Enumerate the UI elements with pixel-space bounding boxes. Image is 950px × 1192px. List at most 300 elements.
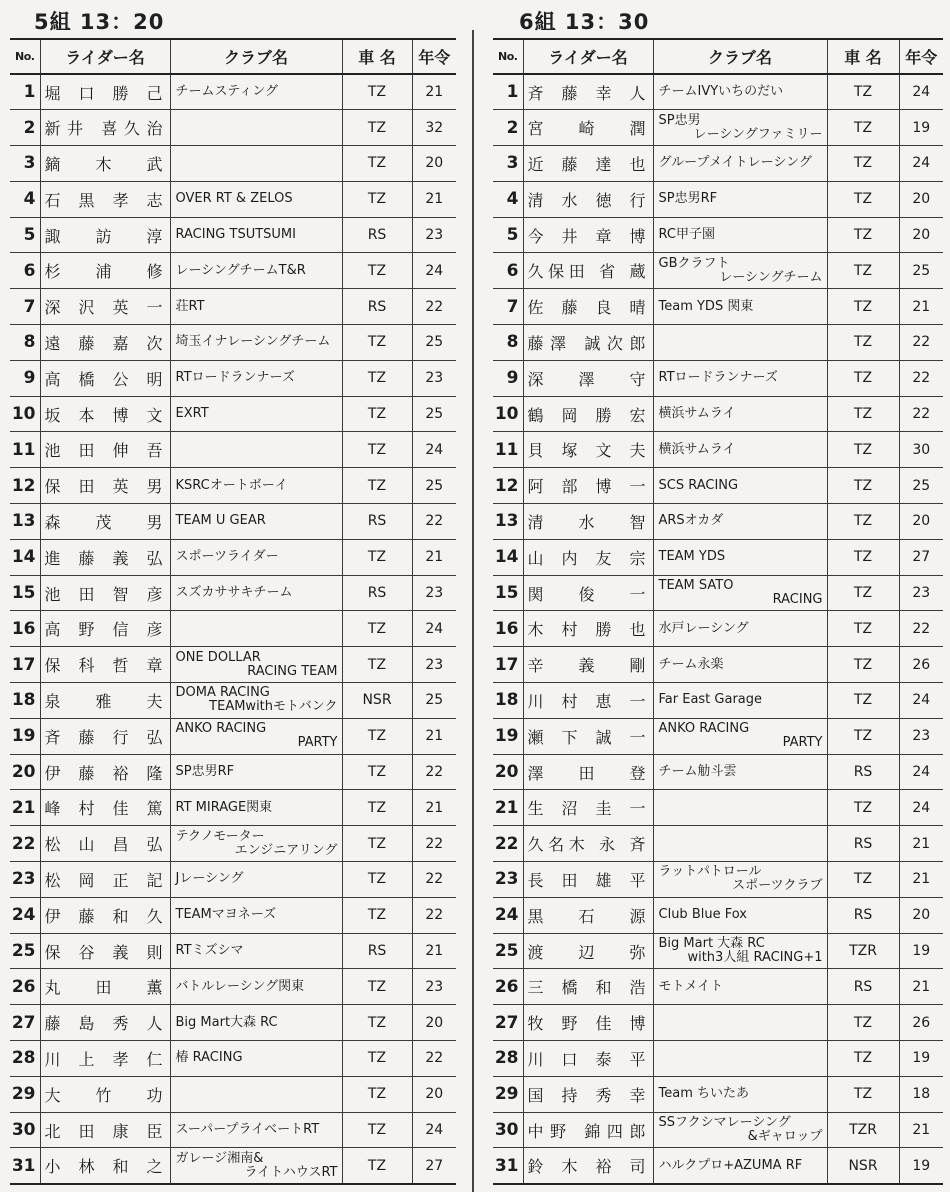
car-model: TZ (827, 790, 899, 826)
rider-name (40, 217, 170, 253)
car-model: TZ (342, 1148, 412, 1184)
header-age: 年令 (899, 39, 943, 74)
rider-age: 21 (412, 933, 456, 969)
row-number: 1 (10, 74, 40, 110)
club-name (170, 396, 342, 432)
club-name (653, 862, 827, 898)
car-model: TZ (827, 647, 899, 683)
rider-age: 21 (899, 969, 943, 1005)
rider-age: 22 (412, 754, 456, 790)
club-name-line1: TEAM SATO (658, 578, 734, 594)
table-row (493, 146, 943, 182)
rider-name (40, 575, 170, 611)
club-name-line2: RACING TEAM (247, 663, 338, 679)
rider-age: 25 (412, 683, 456, 719)
car-model: TZ (827, 74, 899, 110)
rider-name-text: 高野信彦 (44, 620, 163, 640)
rider-name-text: 池田伸吾 (44, 441, 163, 461)
club-name (653, 933, 827, 969)
club-name-line2: ライトハウスRT (244, 1164, 338, 1180)
rider-name-text: 黒石源 (527, 906, 646, 926)
club-name (170, 217, 342, 253)
club-name-line1: TEAMマヨネーズ (175, 907, 277, 923)
car-model: RS (342, 289, 412, 325)
car-model: RS (827, 897, 899, 933)
club-name (653, 539, 827, 575)
rider-age: 23 (412, 360, 456, 396)
rider-name-text: 三橋和浩 (527, 978, 646, 998)
car-model: TZ (342, 1076, 412, 1112)
rider-name-text: 保谷義則 (44, 942, 163, 962)
table-row (10, 683, 456, 719)
club-name (170, 754, 342, 790)
rider-name (523, 754, 653, 790)
rider-age: 32 (412, 110, 456, 146)
car-model: TZ (342, 718, 412, 754)
table-row (493, 110, 943, 146)
row-number: 4 (10, 181, 40, 217)
car-model: TZ (827, 432, 899, 468)
club-name-line1: Big Mart大森 RC (175, 1014, 278, 1030)
car-model: TZ (342, 754, 412, 790)
row-number: 23 (10, 862, 40, 898)
rider-name (40, 468, 170, 504)
rider-age: 26 (899, 647, 943, 683)
rider-name-text: 石黒孝志 (44, 190, 163, 210)
car-model: TZ (342, 969, 412, 1005)
club-name (170, 969, 342, 1005)
rider-name (523, 933, 653, 969)
rider-name-text: 伊藤和久 (44, 906, 163, 926)
car-model: TZ (342, 110, 412, 146)
table-row (10, 396, 456, 432)
rider-name (40, 611, 170, 647)
rider-age: 24 (899, 754, 943, 790)
rider-age: 22 (412, 289, 456, 325)
club-name (653, 1005, 827, 1041)
table-row (493, 181, 943, 217)
car-model: RS (342, 217, 412, 253)
row-number: 27 (493, 1005, 523, 1041)
rider-name-text: 藤島秀人 (44, 1014, 163, 1034)
club-name (170, 683, 342, 719)
rider-name (523, 468, 653, 504)
car-model: NSR (827, 1148, 899, 1184)
car-model: TZ (827, 1076, 899, 1112)
car-model: TZ (342, 647, 412, 683)
row-number: 7 (10, 289, 40, 325)
club-name-line1: チームスティング (175, 84, 278, 100)
row-number: 7 (493, 289, 523, 325)
group-6-title: 6組 13：30 (519, 10, 650, 34)
club-name (170, 897, 342, 933)
rider-age: 23 (412, 575, 456, 611)
table-row (10, 289, 456, 325)
rider-age: 20 (899, 217, 943, 253)
rider-name (523, 790, 653, 826)
table-row (493, 826, 943, 862)
rider-name-text: 瀬下誠一 (527, 727, 646, 747)
car-model: TZ (827, 504, 899, 540)
club-name (170, 575, 342, 611)
rider-age: 27 (412, 1148, 456, 1184)
row-number: 10 (493, 396, 523, 432)
table-row (10, 575, 456, 611)
row-number: 4 (493, 181, 523, 217)
club-name-line1: ANKO RACING (175, 721, 267, 737)
row-number: 24 (493, 897, 523, 933)
rider-name-text: 木村勝也 (527, 620, 646, 640)
car-model: TZ (827, 396, 899, 432)
rider-name (523, 110, 653, 146)
rider-age: 21 (412, 74, 456, 110)
table-row (10, 146, 456, 182)
club-name-line1: ANKO RACING (658, 721, 750, 737)
rider-age: 24 (899, 146, 943, 182)
rider-name (40, 110, 170, 146)
rider-name-text: 鏑木武 (44, 154, 163, 174)
club-name-line1: スズカササキチーム (175, 585, 293, 601)
rider-age: 20 (412, 146, 456, 182)
table-row (10, 181, 456, 217)
rider-name (523, 611, 653, 647)
table-row (10, 826, 456, 862)
club-name (653, 683, 827, 719)
table-row (10, 1112, 456, 1148)
table-row (493, 575, 943, 611)
rider-name-text: 堀口勝己 (44, 83, 163, 103)
rider-age: 22 (412, 504, 456, 540)
club-name (653, 1076, 827, 1112)
rider-name (40, 181, 170, 217)
club-name-line1: チームIVYいちのだい (658, 84, 784, 100)
rider-name-text: 牧野佳博 (527, 1014, 646, 1034)
table-row (10, 790, 456, 826)
car-model: TZ (827, 289, 899, 325)
row-number: 8 (10, 325, 40, 361)
rider-name (40, 1041, 170, 1077)
car-model: NSR (342, 683, 412, 719)
car-model: TZ (827, 1005, 899, 1041)
club-name-line1: スポーツライダー (175, 549, 279, 565)
rider-name-text: 久名木 永 斉 (527, 835, 646, 855)
row-number: 31 (10, 1148, 40, 1184)
car-model: RS (827, 754, 899, 790)
club-name (170, 325, 342, 361)
car-model: TZ (342, 862, 412, 898)
table-row (493, 862, 943, 898)
row-number: 5 (493, 217, 523, 253)
club-name-line1: TEAM U GEAR (175, 513, 266, 529)
club-name (653, 325, 827, 361)
club-name (653, 468, 827, 504)
rider-name (523, 432, 653, 468)
rider-name (523, 539, 653, 575)
rider-name-text: 藤澤 誠次郎 (527, 333, 646, 353)
rider-name (523, 862, 653, 898)
rider-name (523, 647, 653, 683)
club-name-line2: エンジニアリング (234, 842, 338, 858)
rider-name (523, 718, 653, 754)
rider-name (523, 683, 653, 719)
club-name-line1: 横浜サムライ (658, 406, 736, 422)
club-name-line1: SP忠男 (658, 112, 701, 128)
club-name-line1: モトメイト (658, 978, 724, 994)
rider-age: 22 (899, 325, 943, 361)
table-row (493, 1076, 943, 1112)
rider-name (523, 504, 653, 540)
rider-name-text: 国持秀幸 (527, 1085, 646, 1105)
row-number: 19 (493, 718, 523, 754)
club-name (653, 396, 827, 432)
club-name (653, 754, 827, 790)
rider-age: 19 (899, 110, 943, 146)
club-name-line1: 椿 RACING (175, 1050, 243, 1066)
car-model: TZ (827, 468, 899, 504)
rider-name-text: 近藤達也 (527, 154, 646, 174)
club-name (170, 933, 342, 969)
rider-age: 21 (899, 826, 943, 862)
rider-name-text: 森茂男 (44, 512, 163, 532)
rider-name (40, 432, 170, 468)
club-name (170, 1112, 342, 1148)
club-name-line1: RTミズシマ (175, 943, 244, 959)
rider-age: 25 (412, 468, 456, 504)
car-model: TZ (827, 611, 899, 647)
car-model: TZ (827, 539, 899, 575)
rider-name (40, 683, 170, 719)
club-name-line1: Team YDS 関東 (658, 298, 754, 314)
rider-name (40, 360, 170, 396)
car-model: TZ (342, 360, 412, 396)
rider-name-text: 生沼圭一 (527, 799, 646, 819)
rider-age: 22 (899, 360, 943, 396)
rider-name (523, 1041, 653, 1077)
rider-name-text: 伊藤裕隆 (44, 763, 163, 783)
rider-name-text: 松岡正記 (44, 870, 163, 890)
table-row (10, 110, 456, 146)
header-age: 年令 (412, 39, 456, 74)
club-name (653, 504, 827, 540)
table-row (10, 325, 456, 361)
row-number: 6 (10, 253, 40, 289)
car-model: TZ (342, 74, 412, 110)
club-name (653, 718, 827, 754)
car-model: TZ (827, 1041, 899, 1077)
row-number: 14 (493, 539, 523, 575)
club-name (653, 146, 827, 182)
table-row (10, 217, 456, 253)
club-name (653, 969, 827, 1005)
row-number: 11 (493, 432, 523, 468)
club-name-line1: テクノモーター (175, 828, 265, 844)
row-number: 18 (10, 683, 40, 719)
rider-name-text: 深沢英一 (44, 298, 163, 318)
table-row (493, 1112, 943, 1148)
rider-name-text: 杉浦修 (44, 262, 163, 282)
club-name-line1: RTロードランナーズ (658, 370, 778, 386)
table-row (493, 74, 943, 110)
car-model: TZ (827, 683, 899, 719)
car-model: TZ (827, 253, 899, 289)
rider-name-text: 佐藤良晴 (527, 298, 646, 318)
row-number: 27 (10, 1005, 40, 1041)
rider-name-text: 丸田薫 (44, 978, 163, 998)
club-name (653, 1041, 827, 1077)
car-model: TZ (342, 1112, 412, 1148)
row-number: 13 (10, 504, 40, 540)
rider-age: 24 (412, 611, 456, 647)
row-number: 20 (10, 754, 40, 790)
rider-age: 22 (899, 611, 943, 647)
car-model: TZ (827, 217, 899, 253)
rider-name-text: 小林和之 (44, 1157, 163, 1177)
rider-name (40, 826, 170, 862)
rider-name-text: 渡辺弥 (527, 942, 646, 962)
header-club: クラブ名 (170, 39, 342, 74)
club-name (170, 253, 342, 289)
rider-name-text: 鈴木裕司 (527, 1157, 646, 1177)
car-model: TZ (827, 718, 899, 754)
rider-age: 21 (899, 1112, 943, 1148)
club-name (170, 468, 342, 504)
table-row (493, 360, 943, 396)
table-row (493, 1041, 943, 1077)
club-name-line1: Far East Garage (658, 692, 763, 708)
row-number: 5 (10, 217, 40, 253)
club-name (653, 289, 827, 325)
club-name-line1: レーシングチームT&R (175, 262, 306, 278)
club-name (170, 504, 342, 540)
row-number: 3 (10, 146, 40, 182)
club-name (170, 74, 342, 110)
rider-name-text: 大竹功 (44, 1085, 163, 1105)
rider-name (40, 754, 170, 790)
rider-name (40, 647, 170, 683)
row-number: 11 (10, 432, 40, 468)
club-name-line1: KSRCオートボーイ (175, 477, 288, 493)
row-number: 1 (493, 74, 523, 110)
rider-name (40, 504, 170, 540)
column-divider (472, 30, 474, 1192)
car-model: TZ (342, 897, 412, 933)
rider-name (40, 969, 170, 1005)
header-rider: ライダー名 (40, 39, 170, 74)
car-model: TZ (827, 146, 899, 182)
rider-name (523, 969, 653, 1005)
club-name-line1: EXRT (175, 406, 209, 422)
row-number: 29 (493, 1076, 523, 1112)
club-name-line1: OVER RT & ZELOS (175, 191, 293, 207)
rider-age: 21 (899, 862, 943, 898)
table-row (493, 432, 943, 468)
club-name (170, 647, 342, 683)
rider-name (40, 1148, 170, 1184)
rider-name (40, 289, 170, 325)
row-number: 10 (10, 396, 40, 432)
club-name-line1: SCS RACING (658, 477, 739, 493)
rider-age: 24 (899, 74, 943, 110)
club-name (170, 539, 342, 575)
table-row (10, 74, 456, 110)
table-row (10, 360, 456, 396)
club-name (170, 611, 342, 647)
row-number: 26 (493, 969, 523, 1005)
club-name-line2: PARTY (297, 735, 338, 751)
rider-name-text: 峰村佳篤 (44, 799, 163, 819)
club-name-line1: チーム永楽 (658, 656, 724, 672)
car-model: TZ (342, 1041, 412, 1077)
rider-name (523, 146, 653, 182)
club-name-line1: RC甲子園 (658, 227, 715, 243)
table-row (10, 253, 456, 289)
rider-age: 24 (412, 253, 456, 289)
rider-name-text: 進藤義弘 (44, 548, 163, 568)
rider-name (523, 1076, 653, 1112)
car-model: TZ (342, 790, 412, 826)
header-no: No. (493, 39, 523, 74)
club-name-line1: 荘RT (175, 298, 205, 314)
rider-name (523, 74, 653, 110)
rider-age: 18 (899, 1076, 943, 1112)
rider-name (523, 181, 653, 217)
rider-name-text: 斉藤幸人 (527, 83, 646, 103)
club-name (170, 826, 342, 862)
rider-age: 21 (412, 790, 456, 826)
rider-age: 25 (899, 468, 943, 504)
club-name (653, 611, 827, 647)
table-row (10, 432, 456, 468)
rider-name (523, 1112, 653, 1148)
club-name (170, 718, 342, 754)
rider-name (40, 1076, 170, 1112)
rider-name-text: 今井章博 (527, 226, 646, 246)
header-car: 車 名 (342, 39, 412, 74)
car-model: TZ (342, 146, 412, 182)
club-name-line1: Big Mart 大森 RC (658, 936, 765, 952)
table-row (493, 647, 943, 683)
row-number: 31 (493, 1148, 523, 1184)
rider-age: 23 (899, 575, 943, 611)
rider-name-text: 山内友宗 (527, 548, 646, 568)
table-row (493, 1005, 943, 1041)
row-number: 13 (493, 504, 523, 540)
rider-name (40, 74, 170, 110)
club-name-line1: ラットパトロール (658, 864, 762, 880)
rider-age: 23 (899, 718, 943, 754)
rider-name-text: 松山昌弘 (44, 835, 163, 855)
table-row (10, 539, 456, 575)
table-row (10, 504, 456, 540)
rider-name-text: 斉藤行弘 (44, 727, 163, 747)
rider-name (40, 933, 170, 969)
rider-age: 21 (412, 539, 456, 575)
rider-name (523, 575, 653, 611)
club-name-line1: Club Blue Fox (658, 907, 747, 923)
row-number: 28 (10, 1041, 40, 1077)
club-name-line1: ONE DOLLAR (175, 649, 261, 665)
car-model: TZ (342, 611, 412, 647)
rider-age: 20 (412, 1005, 456, 1041)
car-model: TZ (827, 110, 899, 146)
table-row (493, 217, 943, 253)
rider-age: 22 (412, 826, 456, 862)
club-name (653, 1112, 827, 1148)
table-row (493, 933, 943, 969)
club-name-line1: TEAM YDS (658, 549, 726, 565)
rider-name-text: 中野 錦四郎 (527, 1121, 646, 1141)
rider-age: 19 (899, 933, 943, 969)
